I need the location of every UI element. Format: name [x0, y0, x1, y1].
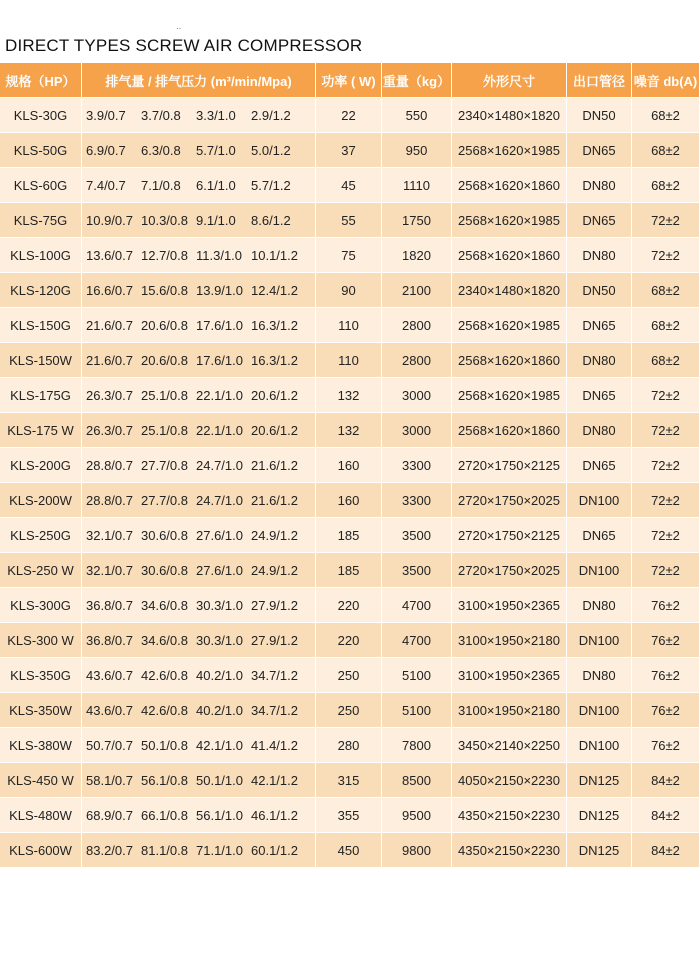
cell-model: KLS-100G [0, 238, 82, 273]
flow-value: 50.7/0.7 [86, 737, 133, 753]
table-row [0, 798, 700, 833]
cell-noise: 84±2 [632, 763, 700, 798]
header-power: 功率 ( W) [316, 63, 382, 98]
flow-value: 16.3/1.2 [251, 317, 298, 333]
flow-value: 17.6/1.0 [196, 317, 243, 333]
table-row [0, 623, 700, 658]
cell-outlet: DN100 [567, 693, 632, 728]
cell-noise: 68±2 [632, 273, 700, 308]
cell-power: 185 [316, 553, 382, 588]
flow-value: 81.1/0.8 [141, 842, 188, 858]
cell-dims: 2340×1480×1820 [452, 98, 567, 133]
flow-value: 21.6/1.2 [251, 492, 298, 508]
flow-value: 21.6/0.7 [86, 352, 133, 368]
page-title: DIRECT TYPES SCREW AIR COMPRESSOR [5, 36, 363, 55]
cell-dims: 3100×1950×2180 [452, 693, 567, 728]
cell-outlet: DN80 [567, 238, 632, 273]
cell-weight: 5100 [382, 658, 452, 693]
table-row [0, 238, 700, 273]
cell-power: 75 [316, 238, 382, 273]
flow-value: 68.9/0.7 [86, 807, 133, 823]
cell-power: 110 [316, 343, 382, 378]
flow-value: 30.6/0.8 [141, 527, 188, 543]
flow-value: 36.8/0.7 [86, 597, 133, 613]
table-row [0, 203, 700, 238]
cell-noise: 72±2 [632, 553, 700, 588]
cell-model: KLS-450 W [0, 763, 82, 798]
cell-outlet: DN125 [567, 763, 632, 798]
flow-value: 22.1/1.0 [196, 422, 243, 438]
cell-flow [82, 588, 316, 623]
cell-model: KLS-30G [0, 98, 82, 133]
cell-power: 132 [316, 413, 382, 448]
cell-flow [82, 658, 316, 693]
header-noise: 噪音 db(A) [632, 63, 700, 98]
flow-value: 25.1/0.8 [141, 387, 188, 403]
cell-weight: 4700 [382, 623, 452, 658]
cell-noise: 76±2 [632, 658, 700, 693]
flow-value: 28.8/0.7 [86, 492, 133, 508]
cell-outlet: DN65 [567, 518, 632, 553]
cell-dims: 2568×1620×1985 [452, 133, 567, 168]
flow-value: 50.1/0.8 [141, 737, 188, 753]
cell-weight: 9500 [382, 798, 452, 833]
flow-value: 41.4/1.2 [251, 737, 298, 753]
cell-weight: 7800 [382, 728, 452, 763]
cell-flow [82, 763, 316, 798]
flow-value: 56.1/0.8 [141, 772, 188, 788]
flow-value: 27.7/0.8 [141, 492, 188, 508]
flow-value: 21.6/0.7 [86, 317, 133, 333]
flow-value: 42.1/1.2 [251, 772, 298, 788]
flow-value: 24.9/1.2 [251, 527, 298, 543]
cell-weight: 3000 [382, 413, 452, 448]
flow-value: 83.2/0.7 [86, 842, 133, 858]
table-row [0, 483, 700, 518]
cell-power: 250 [316, 693, 382, 728]
flow-value: 26.3/0.7 [86, 387, 133, 403]
cell-weight: 5100 [382, 693, 452, 728]
cell-power: 45 [316, 168, 382, 203]
flow-value: 10.3/0.8 [141, 212, 188, 228]
cell-flow [82, 483, 316, 518]
cell-model: KLS-175G [0, 378, 82, 413]
header-weight: 重量（kg） [382, 63, 452, 98]
flow-value: 34.7/1.2 [251, 667, 298, 683]
table-row [0, 693, 700, 728]
cell-power: 280 [316, 728, 382, 763]
cell-flow [82, 553, 316, 588]
flow-value: 6.3/0.8 [141, 142, 181, 158]
flow-value: 13.6/0.7 [86, 247, 133, 263]
flow-value: 27.6/1.0 [196, 562, 243, 578]
flow-value: 27.9/1.2 [251, 597, 298, 613]
cell-flow [82, 98, 316, 133]
flow-value: 42.6/0.8 [141, 667, 188, 683]
cell-dims: 4350×2150×2230 [452, 798, 567, 833]
flow-value: 34.7/1.2 [251, 702, 298, 718]
cell-dims: 2720×1750×2125 [452, 448, 567, 483]
cell-outlet: DN125 [567, 833, 632, 868]
cell-power: 110 [316, 308, 382, 343]
cell-power: 250 [316, 658, 382, 693]
flow-value: 30.6/0.8 [141, 562, 188, 578]
table-row [0, 343, 700, 378]
cell-outlet: DN50 [567, 98, 632, 133]
flow-value: 20.6/1.2 [251, 387, 298, 403]
cell-dims: 2568×1620×1860 [452, 168, 567, 203]
cell-noise: 72±2 [632, 448, 700, 483]
flow-value: 66.1/0.8 [141, 807, 188, 823]
cell-flow [82, 273, 316, 308]
flow-value: 9.1/1.0 [196, 212, 236, 228]
cell-flow [82, 203, 316, 238]
flow-value: 46.1/1.2 [251, 807, 298, 823]
cell-outlet: DN65 [567, 133, 632, 168]
flow-value: 40.2/1.0 [196, 667, 243, 683]
table-row [0, 833, 700, 868]
cell-outlet: DN65 [567, 448, 632, 483]
flow-value: 5.0/1.2 [251, 142, 291, 158]
table-row [0, 658, 700, 693]
table-row [0, 308, 700, 343]
flow-value: 24.9/1.2 [251, 562, 298, 578]
cell-noise: 68±2 [632, 98, 700, 133]
flow-value: 20.6/0.8 [141, 317, 188, 333]
cell-dims: 2720×1750×2025 [452, 553, 567, 588]
cell-noise: 76±2 [632, 588, 700, 623]
cell-outlet: DN80 [567, 588, 632, 623]
flow-value: 22.1/1.0 [196, 387, 243, 403]
flow-value: 2.9/1.2 [251, 107, 291, 123]
cell-power: 450 [316, 833, 382, 868]
flow-value: 6.1/1.0 [196, 177, 236, 193]
flow-value: 3.9/0.7 [86, 107, 126, 123]
cell-power: 185 [316, 518, 382, 553]
cell-weight: 3300 [382, 448, 452, 483]
cell-noise: 72±2 [632, 483, 700, 518]
flow-value: 25.1/0.8 [141, 422, 188, 438]
cell-dims: 2720×1750×2125 [452, 518, 567, 553]
cell-model: KLS-175 W [0, 413, 82, 448]
cell-weight: 2100 [382, 273, 452, 308]
flow-value: 21.6/1.2 [251, 457, 298, 473]
flow-value: 13.9/1.0 [196, 282, 243, 298]
flow-value: 7.4/0.7 [86, 177, 126, 193]
cell-power: 132 [316, 378, 382, 413]
cell-outlet: DN80 [567, 343, 632, 378]
cell-dims: 3100×1950×2365 [452, 588, 567, 623]
cell-weight: 550 [382, 98, 452, 133]
cell-model: KLS-300 W [0, 623, 82, 658]
cell-model: KLS-380W [0, 728, 82, 763]
table-row [0, 553, 700, 588]
flow-value: 7.1/0.8 [141, 177, 181, 193]
cell-flow [82, 623, 316, 658]
flow-value: 15.6/0.8 [141, 282, 188, 298]
cell-weight: 1110 [382, 168, 452, 203]
flow-value: 8.6/1.2 [251, 212, 291, 228]
flow-value: 34.6/0.8 [141, 597, 188, 613]
flow-value: 34.6/0.8 [141, 632, 188, 648]
cell-weight: 4700 [382, 588, 452, 623]
table-row [0, 133, 700, 168]
table-row [0, 98, 700, 133]
flow-value: 12.7/0.8 [141, 247, 188, 263]
flow-value: 40.2/1.0 [196, 702, 243, 718]
cell-power: 220 [316, 623, 382, 658]
cell-flow [82, 133, 316, 168]
cell-flow [82, 833, 316, 868]
flow-value: 3.3/1.0 [196, 107, 236, 123]
table-row [0, 168, 700, 203]
cell-noise: 84±2 [632, 833, 700, 868]
flow-value: 6.9/0.7 [86, 142, 126, 158]
cell-outlet: DN80 [567, 658, 632, 693]
flow-value: 32.1/0.7 [86, 562, 133, 578]
cell-flow [82, 343, 316, 378]
table-row [0, 518, 700, 553]
cell-model: KLS-480W [0, 798, 82, 833]
cell-noise: 68±2 [632, 308, 700, 343]
cell-flow [82, 693, 316, 728]
cell-dims: 2340×1480×1820 [452, 273, 567, 308]
flow-value: 27.6/1.0 [196, 527, 243, 543]
flow-value: 5.7/1.2 [251, 177, 291, 193]
cell-power: 160 [316, 448, 382, 483]
cell-outlet: DN65 [567, 308, 632, 343]
cell-dims: 2568×1620×1985 [452, 378, 567, 413]
cell-weight: 950 [382, 133, 452, 168]
cell-power: 160 [316, 483, 382, 518]
flow-value: 60.1/1.2 [251, 842, 298, 858]
cell-outlet: DN65 [567, 203, 632, 238]
cell-outlet: DN125 [567, 798, 632, 833]
flow-value: 36.8/0.7 [86, 632, 133, 648]
cell-flow [82, 798, 316, 833]
cell-model: KLS-150G [0, 308, 82, 343]
cell-dims: 2568×1620×1860 [452, 238, 567, 273]
cell-weight: 2800 [382, 308, 452, 343]
cell-outlet: DN100 [567, 483, 632, 518]
stray-mark: ·· [176, 24, 182, 33]
flow-value: 11.3/1.0 [196, 247, 243, 263]
flow-value: 20.6/0.8 [141, 352, 188, 368]
cell-power: 22 [316, 98, 382, 133]
flow-value: 56.1/1.0 [196, 807, 243, 823]
cell-noise: 72±2 [632, 378, 700, 413]
table-row [0, 413, 700, 448]
cell-noise: 76±2 [632, 623, 700, 658]
cell-outlet: DN80 [567, 168, 632, 203]
cell-dims: 2568×1620×1985 [452, 308, 567, 343]
header-outlet: 出口管径 [567, 63, 632, 98]
table-row [0, 273, 700, 308]
flow-value: 43.6/0.7 [86, 702, 133, 718]
flow-value: 26.3/0.7 [86, 422, 133, 438]
flow-value: 30.3/1.0 [196, 597, 243, 613]
flow-value: 28.8/0.7 [86, 457, 133, 473]
cell-power: 355 [316, 798, 382, 833]
cell-outlet: DN65 [567, 378, 632, 413]
flow-value: 16.3/1.2 [251, 352, 298, 368]
cell-flow [82, 413, 316, 448]
cell-weight: 3500 [382, 553, 452, 588]
table-row [0, 588, 700, 623]
cell-dims: 2568×1620×1860 [452, 343, 567, 378]
flow-value: 10.1/1.2 [251, 247, 298, 263]
table-header-row [0, 63, 700, 98]
cell-model: KLS-60G [0, 168, 82, 203]
cell-flow [82, 168, 316, 203]
header-model: 规格（HP） [0, 63, 82, 98]
cell-power: 220 [316, 588, 382, 623]
header-flow: 排气量 / 排气压力 (m³/min/Mpa) [82, 63, 316, 98]
cell-model: KLS-200G [0, 448, 82, 483]
cell-dims: 4050×2150×2230 [452, 763, 567, 798]
flow-value: 20.6/1.2 [251, 422, 298, 438]
flow-value: 12.4/1.2 [251, 282, 298, 298]
cell-weight: 8500 [382, 763, 452, 798]
cell-noise: 68±2 [632, 133, 700, 168]
cell-weight: 1820 [382, 238, 452, 273]
cell-weight: 3500 [382, 518, 452, 553]
cell-outlet: DN100 [567, 623, 632, 658]
flow-value: 42.6/0.8 [141, 702, 188, 718]
table-row [0, 763, 700, 798]
spec-table [0, 63, 700, 868]
cell-dims: 3100×1950×2365 [452, 658, 567, 693]
table-row [0, 728, 700, 763]
cell-weight: 3300 [382, 483, 452, 518]
flow-value: 43.6/0.7 [86, 667, 133, 683]
cell-flow [82, 518, 316, 553]
cell-model: KLS-250G [0, 518, 82, 553]
cell-model: KLS-600W [0, 833, 82, 868]
cell-noise: 72±2 [632, 518, 700, 553]
cell-flow [82, 378, 316, 413]
cell-model: KLS-350W [0, 693, 82, 728]
cell-weight: 9800 [382, 833, 452, 868]
cell-noise: 72±2 [632, 238, 700, 273]
cell-flow [82, 448, 316, 483]
flow-value: 50.1/1.0 [196, 772, 243, 788]
cell-model: KLS-120G [0, 273, 82, 308]
cell-model: KLS-350G [0, 658, 82, 693]
flow-value: 71.1/1.0 [196, 842, 243, 858]
cell-noise: 72±2 [632, 203, 700, 238]
flow-value: 24.7/1.0 [196, 492, 243, 508]
flow-value: 5.7/1.0 [196, 142, 236, 158]
cell-model: KLS-75G [0, 203, 82, 238]
table-row [0, 448, 700, 483]
cell-noise: 76±2 [632, 693, 700, 728]
cell-model: KLS-50G [0, 133, 82, 168]
cell-noise: 68±2 [632, 168, 700, 203]
cell-dims: 2568×1620×1985 [452, 203, 567, 238]
cell-outlet: DN100 [567, 553, 632, 588]
header-dims: 外形尺寸 [452, 63, 567, 98]
cell-flow [82, 728, 316, 763]
cell-noise: 72±2 [632, 413, 700, 448]
cell-model: KLS-200W [0, 483, 82, 518]
cell-weight: 2800 [382, 343, 452, 378]
cell-outlet: DN100 [567, 728, 632, 763]
cell-noise: 76±2 [632, 728, 700, 763]
cell-dims: 4350×2150×2230 [452, 833, 567, 868]
flow-value: 27.9/1.2 [251, 632, 298, 648]
cell-outlet: DN50 [567, 273, 632, 308]
cell-weight: 3000 [382, 378, 452, 413]
cell-flow [82, 308, 316, 343]
cell-power: 37 [316, 133, 382, 168]
flow-value: 10.9/0.7 [86, 212, 133, 228]
flow-value: 3.7/0.8 [141, 107, 181, 123]
cell-dims: 3100×1950×2180 [452, 623, 567, 658]
cell-dims: 2720×1750×2025 [452, 483, 567, 518]
flow-value: 30.3/1.0 [196, 632, 243, 648]
cell-model: KLS-300G [0, 588, 82, 623]
table-row [0, 378, 700, 413]
cell-noise: 68±2 [632, 343, 700, 378]
flow-value: 17.6/1.0 [196, 352, 243, 368]
cell-noise: 84±2 [632, 798, 700, 833]
flow-value: 58.1/0.7 [86, 772, 133, 788]
cell-outlet: DN80 [567, 413, 632, 448]
flow-value: 24.7/1.0 [196, 457, 243, 473]
cell-power: 55 [316, 203, 382, 238]
flow-value: 16.6/0.7 [86, 282, 133, 298]
cell-weight: 1750 [382, 203, 452, 238]
cell-power: 90 [316, 273, 382, 308]
flow-value: 32.1/0.7 [86, 527, 133, 543]
cell-power: 315 [316, 763, 382, 798]
flow-value: 27.7/0.8 [141, 457, 188, 473]
cell-dims: 2568×1620×1860 [452, 413, 567, 448]
cell-model: KLS-250 W [0, 553, 82, 588]
flow-value: 42.1/1.0 [196, 737, 243, 753]
cell-dims: 3450×2140×2250 [452, 728, 567, 763]
cell-model: KLS-150W [0, 343, 82, 378]
cell-flow [82, 238, 316, 273]
